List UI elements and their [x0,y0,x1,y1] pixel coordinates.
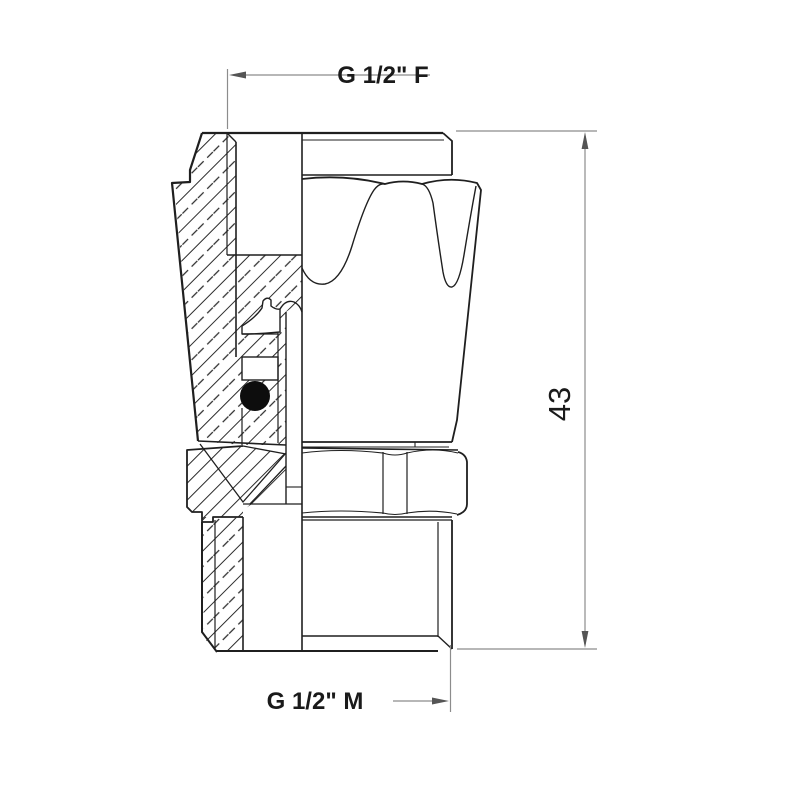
knurl-scallops [302,184,476,287]
oring [240,381,270,411]
dim-right-overall-height [456,131,597,649]
male-thread-wall-section [202,517,243,652]
hex-nut-external [302,448,467,517]
oring-groove [242,357,278,380]
dim-top-female-thread [228,62,431,129]
dim-bottom-male-thread [267,645,451,715]
arrow-up-icon [582,132,589,149]
arrow-left-icon [229,72,246,79]
arrow-right-icon [432,698,449,705]
seat-flange-section [187,444,302,522]
bottom-thread-label: G 1/2" M [266,688,364,715]
arrow-down-icon [582,631,589,648]
top-thread-label: G 1/2" F [337,62,429,89]
female-thread-wall-section [172,133,302,445]
male-thread-external [217,520,452,651]
height-dimension-label: 43 [542,386,577,422]
